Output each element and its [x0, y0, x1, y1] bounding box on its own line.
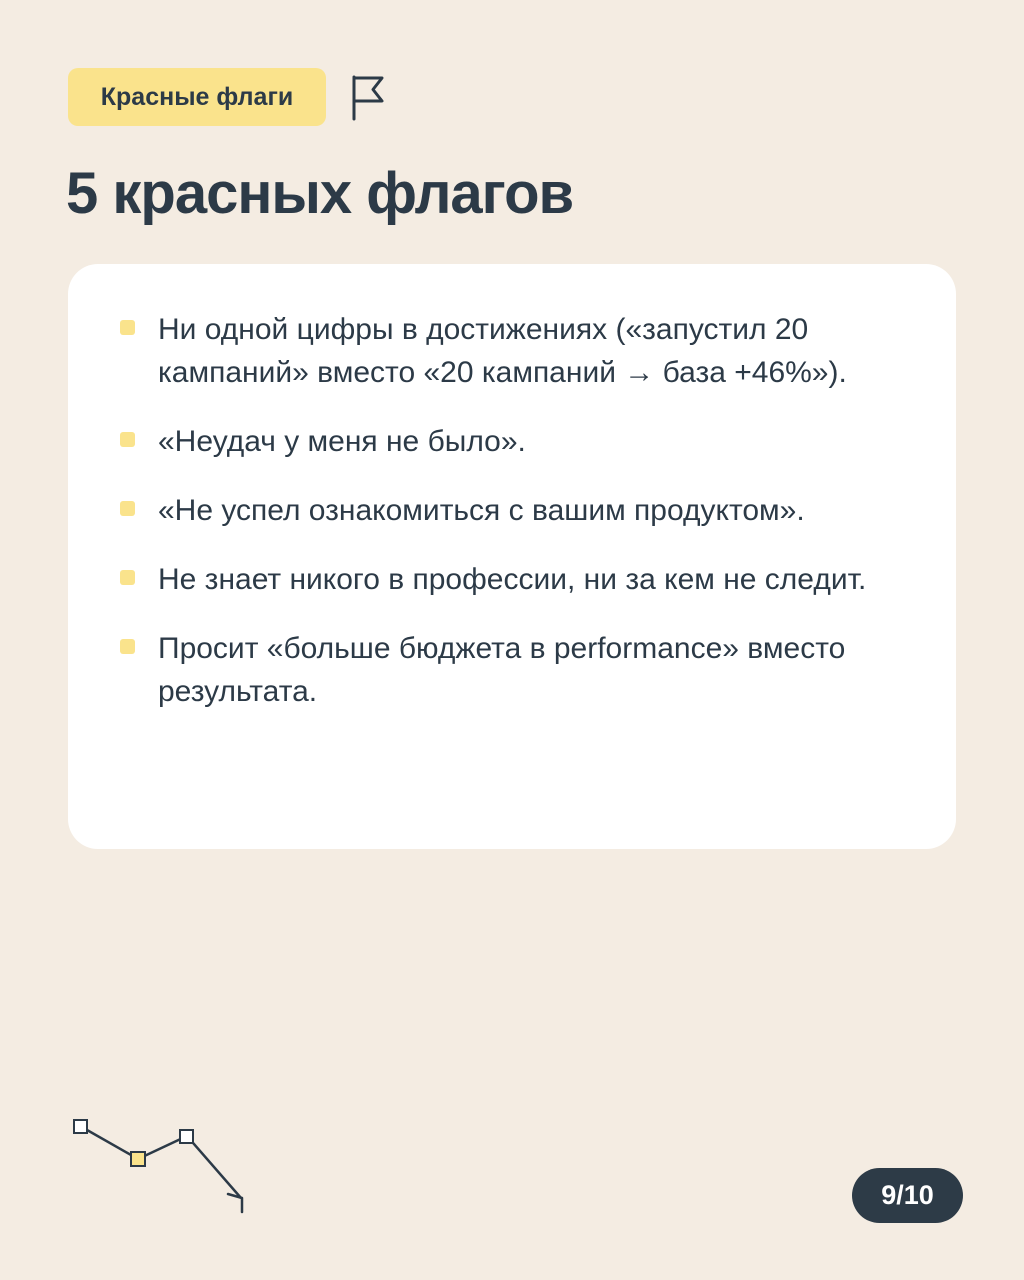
chart-line-icon — [66, 1112, 256, 1218]
content-card — [68, 264, 956, 849]
list-item — [120, 489, 916, 532]
list-item-text: Ни одной цифры в достижениях («запустил 20 кампаний» вместо «20 кампаний → база +46%»). — [158, 313, 847, 389]
list-item — [120, 627, 916, 713]
page-title: 5 красных флагов — [66, 161, 574, 226]
bullet-icon — [120, 639, 135, 654]
list-item-text: «Не успел ознакомиться с вашим продуктом». — [158, 494, 805, 527]
page-counter-label: 9/10 — [881, 1180, 934, 1210]
list-item — [120, 420, 916, 463]
bullet-icon — [120, 432, 135, 447]
page-counter-badge — [852, 1168, 963, 1223]
red-flags-list — [120, 308, 916, 713]
category-tag-label: Красные флаги — [100, 82, 294, 111]
bullet-icon — [120, 501, 135, 516]
list-item — [120, 558, 916, 601]
list-item — [120, 308, 916, 394]
list-item-text: Просит «больше бюджета в performance» вместо результата. — [158, 632, 846, 708]
list-item-text: «Неудач у меня не было». — [158, 425, 526, 458]
category-tag — [68, 68, 326, 126]
bullet-icon — [120, 570, 135, 585]
list-item-text: Не знает никого в профессии, ни за кем не следит. — [158, 563, 867, 596]
flag-icon — [348, 74, 388, 122]
bullet-icon — [120, 320, 135, 335]
